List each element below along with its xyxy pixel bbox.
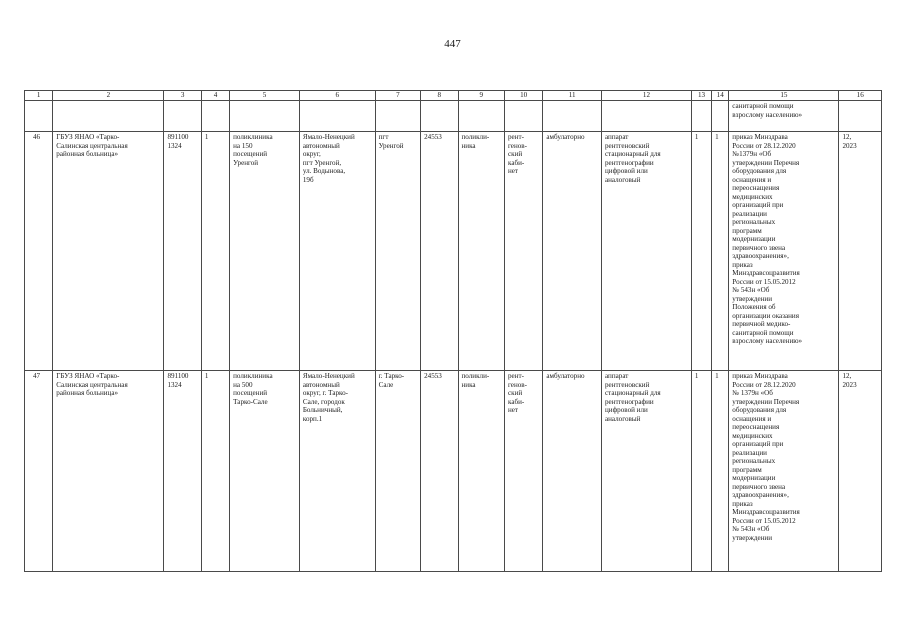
legal-basis-cell: санитарной помощи взрослому населению» bbox=[729, 101, 839, 132]
col-header: 5 bbox=[230, 91, 300, 101]
quantity-cell: 1 bbox=[712, 371, 729, 572]
code-cell: 891100 1324 bbox=[164, 132, 201, 371]
equipment-cell: аппарат рентгеновский стационарный для рентгенографии цифровой или аналоговый bbox=[601, 371, 691, 572]
department-cell: рент- генов- ский каби- нет bbox=[504, 371, 542, 572]
table-cell bbox=[375, 101, 420, 132]
table-cell bbox=[299, 101, 375, 132]
col-header: 10 bbox=[504, 91, 542, 101]
department-cell: рент- генов- ский каби- нет bbox=[504, 132, 542, 371]
col-header: 16 bbox=[839, 91, 882, 101]
code-cell: 24553 bbox=[421, 371, 458, 572]
col-header: 6 bbox=[299, 91, 375, 101]
locality-cell: пгт Уренгой bbox=[375, 132, 420, 371]
code-cell: 891100 1324 bbox=[164, 371, 201, 572]
locality-cell: г. Тарко- Сале bbox=[375, 371, 420, 572]
table-row bbox=[25, 371, 882, 572]
col-header: 13 bbox=[691, 91, 711, 101]
page-number: 447 bbox=[444, 38, 461, 50]
quantity-cell: 1 bbox=[712, 132, 729, 371]
col-header: 14 bbox=[712, 91, 729, 101]
code-cell: 24553 bbox=[421, 132, 458, 371]
legal-basis-cell: приказ Минздрава России от 28.12.2020 № 1379н «Об утверждении Перечня оборудования для оснащения и переоснащения медицинских организаций при реализации региональных программ модернизации первичного звена здравоохранения», приказ Минздравсоцразвития России от 15.05.2012 № 543н «Об утверждении bbox=[729, 371, 839, 572]
table-cell bbox=[421, 101, 458, 132]
facility-cell: поликлиника на 500 посещений Тарко-Сале bbox=[230, 371, 300, 572]
table-row bbox=[25, 132, 882, 371]
care-mode-cell: амбулаторно bbox=[543, 132, 602, 371]
date-cell: 12, 2023 bbox=[839, 132, 882, 371]
table-cell bbox=[839, 101, 882, 132]
address-cell: Ямало-Ненецкий автономный округ, пгт Уренгой, ул. Водынова, 19б bbox=[299, 132, 375, 371]
col-header: 11 bbox=[543, 91, 602, 101]
table-cell bbox=[601, 101, 691, 132]
count-cell: 1 bbox=[201, 132, 229, 371]
col-header: 7 bbox=[375, 91, 420, 101]
col-header: 4 bbox=[201, 91, 229, 101]
count-cell: 1 bbox=[201, 371, 229, 572]
care-mode-cell: амбулаторно bbox=[543, 371, 602, 572]
col-header: 2 bbox=[53, 91, 164, 101]
table-cell bbox=[25, 101, 53, 132]
continuation-row bbox=[25, 101, 882, 132]
row-number-cell: 47 bbox=[25, 371, 53, 572]
unit-type-cell: поликли- ника bbox=[458, 371, 504, 572]
date-cell: 12, 2023 bbox=[839, 371, 882, 572]
col-header: 8 bbox=[421, 91, 458, 101]
table-cell bbox=[164, 101, 201, 132]
col-header: 12 bbox=[601, 91, 691, 101]
col-header: 3 bbox=[164, 91, 201, 101]
table-cell bbox=[504, 101, 542, 132]
address-cell: Ямало-Ненецкий автономный округ, г. Тарко- Сале, городок Больничный, корп.1 bbox=[299, 371, 375, 572]
legal-basis-cell: приказ Минздрава России от 28.12.2020 №1379н «Об утверждении Перечня оборудования для оснащения и переоснащения медицинских организаций при реализации региональных программ модернизации первичного звена здравоохранения», приказ Минздравсоцразвития России от 15.05.2012 № 543н «Об утверждении Положения об организации оказания первичной медико- санитарной помощи взрослому населению» bbox=[729, 132, 839, 371]
col-header: 15 bbox=[729, 91, 839, 101]
organization-cell: ГБУЗ ЯНАО «Тарко- Салинская центральная районная больница» bbox=[53, 371, 164, 572]
quantity-cell: 1 bbox=[691, 371, 711, 572]
facility-cell: поликлиника на 150 посещений Уренгой bbox=[230, 132, 300, 371]
header-row bbox=[25, 91, 882, 101]
col-header: 9 bbox=[458, 91, 504, 101]
table-cell bbox=[691, 101, 711, 132]
table-cell bbox=[543, 101, 602, 132]
equipment-table bbox=[24, 90, 882, 572]
quantity-cell: 1 bbox=[691, 132, 711, 371]
table-cell bbox=[53, 101, 164, 132]
table-cell bbox=[201, 101, 229, 132]
table-cell bbox=[712, 101, 729, 132]
equipment-cell: аппарат рентгеновский стационарный для рентгенографии цифровой или аналоговый bbox=[601, 132, 691, 371]
unit-type-cell: поликли- ника bbox=[458, 132, 504, 371]
table-cell bbox=[458, 101, 504, 132]
organization-cell: ГБУЗ ЯНАО «Тарко- Салинская центральная районная больница» bbox=[53, 132, 164, 371]
row-number-cell: 46 bbox=[25, 132, 53, 371]
table-cell bbox=[230, 101, 300, 132]
col-header: 1 bbox=[25, 91, 53, 101]
